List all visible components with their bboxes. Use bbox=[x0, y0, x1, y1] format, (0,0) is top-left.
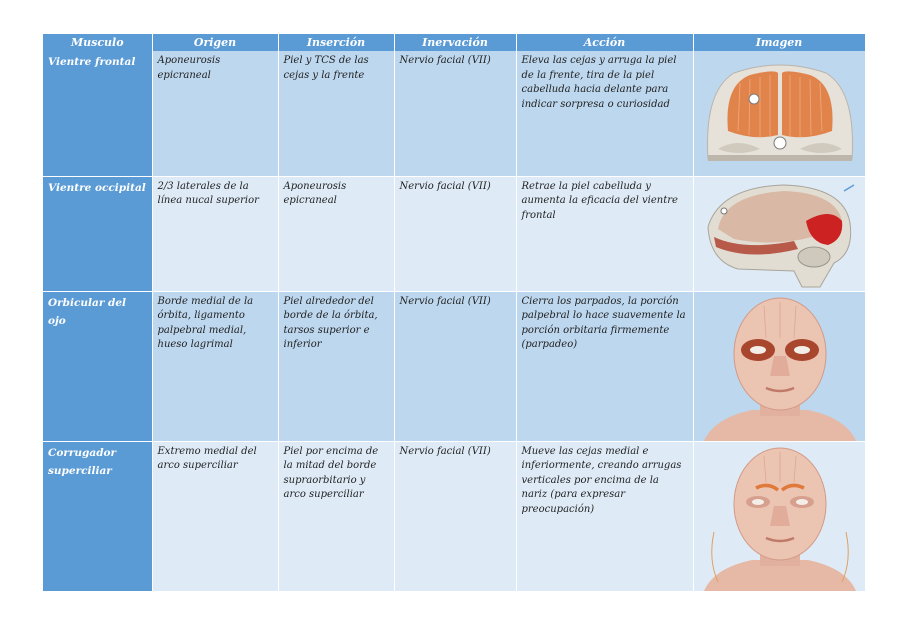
cell-imagen bbox=[693, 176, 865, 291]
table-row bbox=[43, 441, 865, 591]
cell-imagen bbox=[693, 51, 865, 176]
corrugator-supercilii-illustration bbox=[694, 442, 866, 591]
cell-musculo: Corrugador superciliar bbox=[43, 441, 152, 591]
muscle-table-sheet bbox=[43, 34, 865, 592]
frontal-belly-illustration bbox=[694, 51, 866, 175]
cell-musculo: Vientre frontal bbox=[43, 51, 152, 176]
table-row bbox=[43, 176, 865, 291]
muscle-table bbox=[43, 34, 866, 592]
header-origen: Origen bbox=[152, 34, 278, 51]
cell-insercion: Aponeurosis epicraneal bbox=[278, 176, 394, 291]
header-imagen: Imagen bbox=[693, 34, 865, 51]
cell-origen: 2/3 laterales de la línea nucal superior bbox=[152, 176, 278, 291]
cell-origen: Extremo medial del arco superciliar bbox=[152, 441, 278, 591]
cell-inervacion: Nervio facial (VII) bbox=[394, 291, 516, 441]
cell-accion: Mueve las cejas medial e inferiormente, creando arrugas verticales por encima de la nariz (para expresar preocupación) bbox=[516, 441, 693, 591]
occipital-belly-illustration bbox=[694, 177, 866, 291]
cell-accion: Eleva las cejas y arruga la piel de la frente, tira de la piel cabelluda hacia delante para indicar sorpresa o curiosidad bbox=[516, 51, 693, 176]
cell-inervacion: Nervio facial (VII) bbox=[394, 176, 516, 291]
cell-inervacion: Nervio facial (VII) bbox=[394, 441, 516, 591]
cell-origen: Aponeurosis epicraneal bbox=[152, 51, 278, 176]
header-inervacion: Inervación bbox=[394, 34, 516, 51]
cell-inervacion: Nervio facial (VII) bbox=[394, 51, 516, 176]
cell-insercion: Piel por encima de la mitad del borde supraorbitario y arco superciliar bbox=[278, 441, 394, 591]
cell-imagen bbox=[693, 441, 865, 591]
cell-insercion: Piel y TCS de las cejas y la frente bbox=[278, 51, 394, 176]
cell-imagen bbox=[693, 291, 865, 441]
cell-accion: Cierra los parpados, la porción palpebral lo hace suavemente la porción orbitaria firmemente (parpadeo) bbox=[516, 291, 693, 441]
cell-accion: Retrae la piel cabelluda y aumenta la eficacia del vientre frontal bbox=[516, 176, 693, 291]
header-accion: Acción bbox=[516, 34, 693, 51]
table-row bbox=[43, 291, 865, 441]
orbicularis-oculi-illustration bbox=[694, 292, 866, 441]
header-musculo: Musculo bbox=[43, 34, 152, 51]
cell-musculo: Orbicular del ojo bbox=[43, 291, 152, 441]
cell-insercion: Piel alrededor del borde de la órbita, tarsos superior e inferior bbox=[278, 291, 394, 441]
cell-origen: Borde medial de la órbita, ligamento palpebral medial, hueso lagrimal bbox=[152, 291, 278, 441]
header-row bbox=[43, 34, 865, 51]
cell-musculo: Vientre occipital bbox=[43, 176, 152, 291]
table-row bbox=[43, 51, 865, 176]
header-insercion: Inserción bbox=[278, 34, 394, 51]
